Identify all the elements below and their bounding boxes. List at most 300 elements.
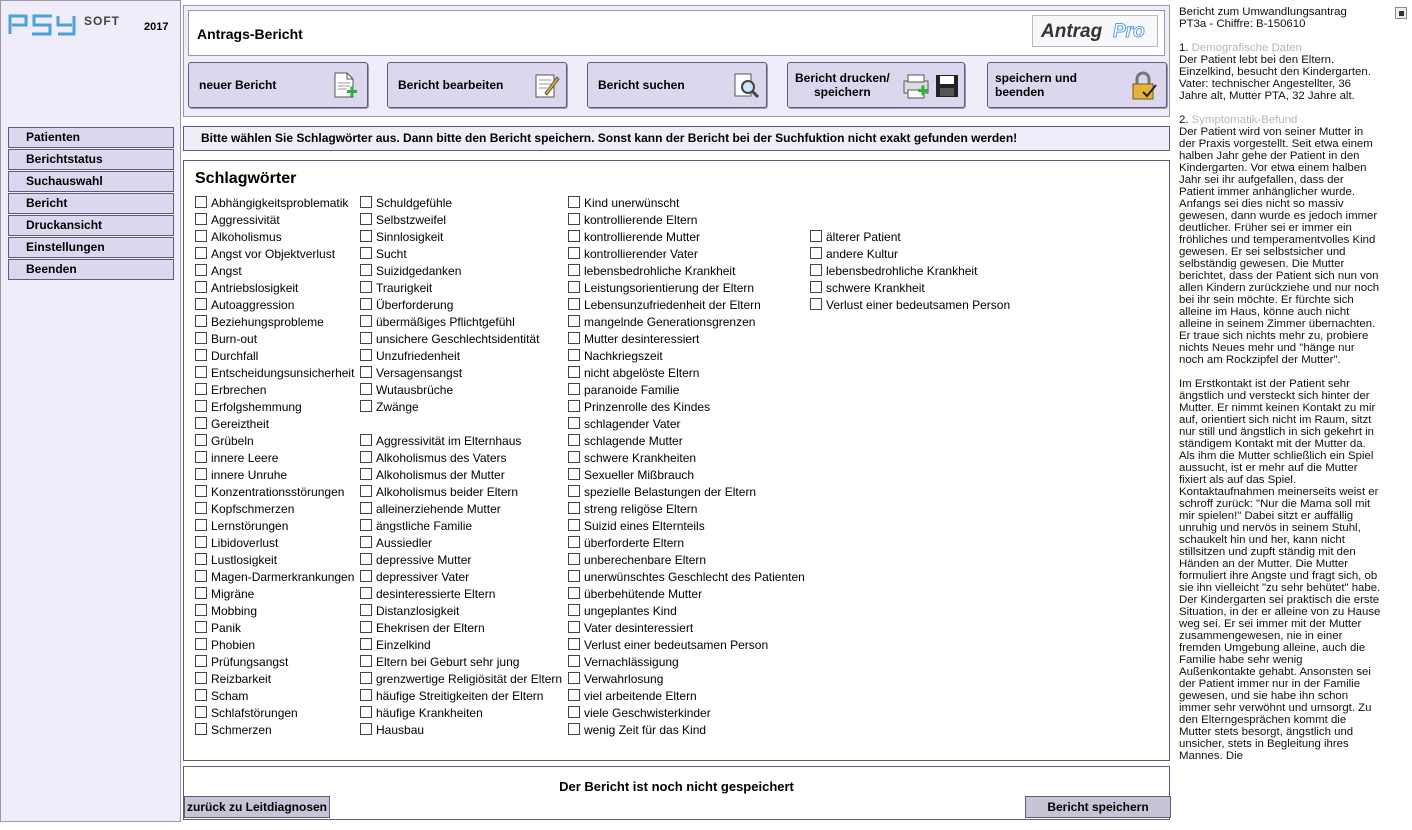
keyword-checkbox[interactable] [360, 552, 471, 569]
header-titlebox [188, 10, 1165, 56]
checkbox-icon[interactable] [568, 638, 580, 650]
keyword-checkbox[interactable] [568, 484, 756, 501]
checkbox-icon[interactable] [195, 519, 207, 531]
checkbox-icon[interactable] [360, 536, 372, 548]
checkbox-icon[interactable] [360, 451, 372, 463]
checkbox-icon[interactable] [360, 264, 372, 276]
keyword-label: Magen-Darmerkrankungen [211, 570, 355, 584]
checkbox-icon[interactable] [568, 553, 580, 565]
checkbox-icon[interactable] [195, 417, 207, 429]
sidebar-item-druckansicht[interactable]: Druckansicht [8, 215, 174, 236]
keyword-checkbox[interactable] [195, 501, 294, 518]
keyword-checkbox[interactable] [568, 280, 754, 297]
checkbox-icon[interactable] [360, 281, 372, 293]
keyword-checkbox[interactable] [195, 484, 344, 501]
page-title: Antrags-Bericht [197, 26, 303, 42]
checkbox-icon[interactable] [568, 366, 580, 378]
keyword-checkbox[interactable] [568, 654, 679, 671]
keyword-checkbox[interactable] [195, 331, 257, 348]
sidebar-item-suchauswahl[interactable]: Suchauswahl [8, 171, 174, 192]
keyword-checkbox[interactable] [568, 399, 710, 416]
keyword-checkbox[interactable] [810, 246, 898, 263]
keyword-checkbox[interactable] [360, 688, 543, 705]
keyword-checkbox[interactable] [195, 586, 254, 603]
checkbox-icon[interactable] [810, 230, 822, 242]
save-exit-button[interactable] [987, 62, 1167, 108]
keyword-checkbox[interactable] [568, 297, 761, 314]
checkbox-icon[interactable] [195, 638, 207, 650]
keyword-label: Suizidgedanken [376, 264, 462, 278]
keyword-checkbox[interactable] [360, 195, 452, 212]
keyword-checkbox[interactable] [360, 229, 443, 246]
keyword-checkbox[interactable] [360, 705, 483, 722]
keyword-checkbox[interactable] [360, 314, 515, 331]
keyword-label: Kind unerwünscht [584, 196, 680, 210]
keyword-checkbox[interactable] [568, 229, 700, 246]
checkbox-icon[interactable] [568, 400, 580, 412]
keyword-checkbox[interactable] [195, 212, 280, 229]
instruction-bar: Bitte wählen Sie Schlagwörter aus. Dann bitte den Bericht speichern. Sonst kann der Bericht bei der Suchfuktion nicht exakt gefunden werden! [183, 126, 1170, 151]
keyword-label: depressiver Vater [376, 570, 470, 584]
logo-antrag: Antrag [1041, 21, 1103, 42]
report-preview [1179, 6, 1381, 811]
keyword-checkbox[interactable] [195, 297, 294, 314]
keyword-checkbox[interactable] [360, 671, 562, 688]
keyword-checkbox[interactable] [360, 399, 419, 416]
keyword-checkbox[interactable] [195, 195, 348, 212]
checkbox-icon[interactable] [568, 570, 580, 582]
checkbox-icon[interactable] [195, 672, 207, 684]
checkbox-icon[interactable] [195, 451, 207, 463]
sidebar-item-bericht[interactable]: Bericht [8, 193, 174, 214]
keyword-checkbox[interactable] [195, 467, 287, 484]
checkbox-icon[interactable] [568, 536, 580, 548]
keyword-label: schlagende Mutter [584, 434, 683, 448]
checkbox-icon[interactable] [360, 570, 372, 582]
checkbox-icon[interactable] [360, 689, 372, 701]
keyword-label: streng religöse Eltern [584, 502, 698, 516]
checkbox-icon[interactable] [360, 485, 372, 497]
keyword-label: Schuldgefühle [376, 196, 453, 210]
edit-document-icon [531, 71, 563, 101]
checkbox-icon[interactable] [195, 247, 207, 259]
keyword-checkbox[interactable] [195, 365, 354, 382]
keyword-label: paranoide Familie [584, 383, 680, 397]
keyword-checkbox[interactable] [568, 705, 711, 722]
keyword-label: Versagensangst [376, 366, 463, 380]
keyword-label: Selbstzweifel [376, 213, 447, 227]
keyword-checkbox[interactable] [195, 535, 278, 552]
keyword-checkbox[interactable] [195, 705, 298, 722]
keyword-checkbox[interactable] [195, 348, 258, 365]
back-to-diagnoses-button[interactable]: zurück zu Leitdiagnosen [184, 796, 330, 818]
checkbox-icon[interactable] [195, 434, 207, 446]
keyword-checkbox[interactable] [360, 212, 446, 229]
checkbox-icon[interactable] [195, 570, 207, 582]
keyword-checkbox[interactable] [360, 722, 424, 739]
checkbox-icon[interactable] [195, 366, 207, 378]
keyword-label: innere Unruhe [211, 468, 288, 482]
checkbox-icon[interactable] [360, 672, 372, 684]
keyword-checkbox[interactable] [568, 569, 805, 586]
checkbox-icon[interactable] [568, 604, 580, 616]
keyword-checkbox[interactable] [568, 331, 699, 348]
keyword-label: Grübeln [211, 434, 254, 448]
keyword-label: häufige Krankheiten [376, 706, 483, 720]
checkbox-icon[interactable] [810, 264, 822, 276]
checkbox-icon[interactable] [568, 468, 580, 480]
keyword-label: Beziehungsprobleme [211, 315, 324, 329]
print-save-button[interactable] [787, 62, 965, 108]
keyword-label: Distanzlosigkeit [376, 604, 460, 618]
checkbox-icon[interactable] [195, 655, 207, 667]
keyword-label: unberechenbare Eltern [584, 553, 707, 567]
keyword-label: Aussiedler [376, 536, 433, 550]
keyword-label: nicht abgelöste Eltern [584, 366, 700, 380]
checkbox-icon[interactable] [810, 247, 822, 259]
keyword-label: Verwahrlosung [584, 672, 664, 686]
checkbox-icon[interactable] [360, 383, 372, 395]
checkbox-icon[interactable] [568, 434, 580, 446]
keyword-checkbox[interactable] [195, 637, 255, 654]
checkbox-icon[interactable] [568, 689, 580, 701]
checkbox-icon[interactable] [360, 502, 372, 514]
checkbox-icon[interactable] [195, 502, 207, 514]
keyword-checkbox[interactable] [195, 450, 278, 467]
checkbox-icon[interactable] [360, 468, 372, 480]
checkbox-icon[interactable] [195, 604, 207, 616]
keyword-label: grenzwertige Religiösität der Eltern [376, 672, 563, 686]
keyword-checkbox[interactable] [568, 195, 679, 212]
scroll-indicator[interactable] [1395, 7, 1407, 19]
keyword-checkbox[interactable] [568, 246, 698, 263]
save-report-button[interactable]: Bericht speichern [1025, 796, 1171, 818]
keyword-checkbox[interactable] [568, 552, 706, 569]
checkbox-icon[interactable] [568, 315, 580, 327]
checkbox-icon[interactable] [360, 604, 372, 616]
report-section2-text2: Im Erstkontakt ist der Patient sehr ängstlich und versteckt sich hinter der Mutter. Er nimmt keinen Kontakt zu mir auf, orientiert sich nicht im Raum, sitzt nur still und ängstlich in sich gekehrt in ständigem Kontakt mit der Mutter da. Als ihm die Mutter schließlich ein Spiel aussucht, ist er mehr auf die Mutter fixiert als auf das Spiel. Kontaktaufnahmen meinerseits weist er schroff zurück: "Nur die Mama soll mit mir spielen!" Dabei sitzt er auffällig unruhig und nervös in seinem Stuhl, schaukelt hin und her, kann nicht stillsitzen und zupft ständig mit den Händen an der Mutter. Die Mutter formuliert ihre Angste und fragt sich, ob sie ihn vielleicht "zu sehr behütet" habe. Der Kindergarten sei praktisch die erste Situation, in der er alleine von zu Hause weg sei. Er sei immer mit der Mutter zusammengewesen, nie in einer fremden Umgebung alleine, auch die Familie habe sehr wenig Außenkontakte gehabt. Ansonsten sei der Patient immer nur in der Familie gewesen, und sie habe ihn schon immer sehr verwöhnt und umsorgt. Zu den Elterngesprächen kommt die Mutter stets besorgt, ängstlich und unsicher, stets in Begleitung ihres Mannes. Die [1179, 378, 1381, 762]
keyword-label: kontrollierende Mutter [584, 230, 701, 244]
checkbox-icon[interactable] [195, 536, 207, 548]
checkbox-icon[interactable] [195, 213, 207, 225]
keyword-checkbox[interactable] [568, 586, 702, 603]
keyword-checkbox[interactable] [568, 535, 684, 552]
checkbox-icon[interactable] [360, 366, 372, 378]
keyword-checkbox[interactable] [360, 365, 462, 382]
keyword-label: Einzelkind [376, 638, 431, 652]
keyword-checkbox[interactable] [568, 365, 699, 382]
keyword-checkbox[interactable] [195, 433, 254, 450]
keyword-checkbox[interactable] [195, 569, 354, 586]
checkbox-icon[interactable] [568, 349, 580, 361]
keyword-checkbox[interactable] [360, 620, 485, 637]
keyword-label: Aggressivität im Elternhaus [376, 434, 522, 448]
keyword-checkbox[interactable] [195, 722, 272, 739]
keyword-checkbox[interactable] [195, 416, 269, 433]
keyword-label: Durchfall [211, 349, 259, 363]
checkbox-icon[interactable] [568, 196, 580, 208]
keyword-label: älterer Patient [826, 230, 901, 244]
checkbox-icon[interactable] [195, 468, 207, 480]
keyword-label: Schlafstörungen [211, 706, 298, 720]
checkbox-icon[interactable] [568, 298, 580, 310]
keyword-label: Suizid eines Elternteils [584, 519, 705, 533]
checkbox-icon[interactable] [360, 332, 372, 344]
checkbox-icon[interactable] [568, 621, 580, 633]
keyword-label: Antriebslosigkeit [211, 281, 299, 295]
keyword-checkbox[interactable] [360, 263, 461, 280]
keyword-checkbox[interactable] [360, 484, 518, 501]
keyword-label: überforderte Eltern [584, 536, 685, 550]
edit-report-label: Bericht bearbeiten [398, 78, 504, 92]
keyword-checkbox[interactable] [810, 263, 977, 280]
checkbox-icon[interactable] [568, 485, 580, 497]
keyword-label: kontrollierende Eltern [584, 213, 698, 227]
checkbox-icon[interactable] [360, 621, 372, 633]
checkbox-icon[interactable] [195, 553, 207, 565]
keyword-checkbox[interactable] [195, 263, 242, 280]
keyword-label: viel arbeitende Eltern [584, 689, 697, 703]
keyword-label: Konzentrationsstörungen [211, 485, 345, 499]
keyword-checkbox[interactable] [360, 467, 505, 484]
keyword-label: Überforderung [376, 298, 454, 312]
keyword-label: übermäßiges Pflichtgefühl [376, 315, 515, 329]
save-status-text: Der Bericht ist noch nicht gespeichert [559, 779, 794, 794]
keyword-label: innere Leere [211, 451, 279, 465]
keyword-checkbox[interactable] [360, 280, 432, 297]
keyword-label: Vater desinteressiert [584, 621, 694, 635]
checkbox-icon[interactable] [195, 349, 207, 361]
keyword-checkbox[interactable] [568, 603, 677, 620]
checkbox-icon[interactable] [360, 196, 372, 208]
keyword-checkbox[interactable] [195, 671, 271, 688]
checkbox-icon[interactable] [568, 281, 580, 293]
keyword-label: Verlust einer bedeutsamen Person [584, 638, 769, 652]
keyword-label: Panik [211, 621, 242, 635]
keyword-checkbox[interactable] [195, 688, 248, 705]
keyword-checkbox[interactable] [360, 586, 495, 603]
keyword-label: Eltern bei Geburt sehr jung [376, 655, 520, 669]
keyword-label: Hausbau [376, 723, 425, 737]
checkbox-icon[interactable] [360, 315, 372, 327]
keyword-checkbox[interactable] [810, 280, 925, 297]
keyword-label: schwere Krankheiten [584, 451, 697, 465]
checkbox-icon[interactable] [568, 247, 580, 259]
keyword-checkbox[interactable] [360, 297, 453, 314]
checkbox-icon[interactable] [195, 723, 207, 735]
keyword-label: Angst [211, 264, 242, 278]
keyword-checkbox[interactable] [568, 518, 705, 535]
keyword-checkbox[interactable] [195, 518, 288, 535]
keyword-checkbox[interactable] [568, 450, 696, 467]
keyword-label: Angst vor Objektverlust [211, 247, 336, 261]
keyword-label: Burn-out [211, 332, 258, 346]
keyword-checkbox[interactable] [360, 535, 432, 552]
checkbox-icon[interactable] [810, 298, 822, 310]
sidebar-item-beenden[interactable]: Beenden [8, 259, 174, 280]
search-document-icon [731, 71, 763, 101]
checkbox-icon[interactable] [195, 400, 207, 412]
keyword-checkbox[interactable] [360, 501, 501, 518]
checkbox-icon[interactable] [195, 264, 207, 276]
checkbox-icon[interactable] [568, 417, 580, 429]
keyword-checkbox[interactable] [568, 212, 697, 229]
keyword-checkbox[interactable] [568, 263, 735, 280]
keyword-checkbox[interactable] [360, 382, 453, 399]
checkbox-icon[interactable] [195, 689, 207, 701]
report-title-line1: Bericht zum Umwandlungsantrag [1179, 6, 1347, 18]
keyword-checkbox[interactable] [195, 246, 335, 263]
keyword-checkbox[interactable] [360, 603, 459, 620]
keyword-label: Verlust einer bedeutsamen Person [826, 298, 1011, 312]
checkbox-icon[interactable] [360, 638, 372, 650]
checkbox-icon[interactable] [195, 196, 207, 208]
keyword-checkbox[interactable] [360, 450, 507, 467]
keyword-checkbox[interactable] [568, 382, 679, 399]
keyword-label: Entscheidungsunsicherheit [211, 366, 355, 380]
keyword-checkbox[interactable] [195, 229, 282, 246]
keyword-checkbox[interactable] [360, 637, 431, 654]
checkbox-icon[interactable] [360, 400, 372, 412]
keyword-checkbox[interactable] [195, 603, 257, 620]
keyword-checkbox[interactable] [360, 331, 539, 348]
keyword-checkbox[interactable] [568, 314, 755, 331]
keyword-checkbox[interactable] [810, 229, 901, 246]
checkbox-icon[interactable] [810, 281, 822, 293]
keyword-checkbox[interactable] [195, 280, 298, 297]
report-title-line2: PT3a - Chiffre: B-150610 [1179, 18, 1306, 30]
keyword-checkbox[interactable] [360, 246, 407, 263]
keyword-label: Zwänge [376, 400, 419, 414]
keyword-label: häufige Streitigkeiten der Eltern [376, 689, 544, 703]
keyword-label: Scham [211, 689, 249, 703]
keyword-checkbox[interactable] [195, 382, 266, 399]
keyword-checkbox[interactable] [360, 654, 519, 671]
checkbox-icon[interactable] [360, 434, 372, 446]
checkbox-icon[interactable] [360, 519, 372, 531]
keyword-checkbox[interactable] [195, 399, 302, 416]
keyword-checkbox[interactable] [568, 467, 694, 484]
checkbox-icon[interactable] [568, 723, 580, 735]
keyword-checkbox[interactable] [568, 416, 681, 433]
logo-year: 2017 [144, 21, 169, 33]
checkbox-icon[interactable] [360, 247, 372, 259]
keyword-label: Alkoholismus [211, 230, 282, 244]
keyword-checkbox[interactable] [810, 297, 1010, 314]
logo-pro: Pro [1113, 21, 1145, 42]
checkbox-icon[interactable] [360, 587, 372, 599]
keyword-checkbox[interactable] [568, 620, 693, 637]
keyword-checkbox[interactable] [568, 348, 663, 365]
keyword-label: Phobien [211, 638, 256, 652]
checkbox-icon[interactable] [360, 706, 372, 718]
checkbox-icon[interactable] [568, 502, 580, 514]
checkbox-icon[interactable] [195, 298, 207, 310]
checkbox-icon[interactable] [568, 383, 580, 395]
checkbox-icon[interactable] [568, 519, 580, 531]
checkbox-icon[interactable] [568, 213, 580, 225]
checkbox-icon[interactable] [195, 587, 207, 599]
checkbox-icon[interactable] [568, 230, 580, 242]
checkbox-icon[interactable] [195, 315, 207, 327]
keyword-checkbox[interactable] [568, 722, 706, 739]
keyword-label: Sexueller Mißbrauch [584, 468, 695, 482]
checkbox-icon[interactable] [195, 383, 207, 395]
checkbox-icon[interactable] [195, 706, 207, 718]
keyword-checkbox[interactable] [360, 569, 469, 586]
checkbox-icon[interactable] [360, 553, 372, 565]
checkbox-icon[interactable] [568, 587, 580, 599]
checkbox-icon[interactable] [195, 281, 207, 293]
keyword-label: Abhängigkeitsproblematik [211, 196, 349, 210]
new-report-button[interactable] [188, 62, 368, 108]
checkbox-icon[interactable] [568, 332, 580, 344]
checkbox-icon[interactable] [195, 332, 207, 344]
keyword-checkbox[interactable] [360, 518, 472, 535]
checkbox-icon[interactable] [360, 213, 372, 225]
keyword-checkbox[interactable] [195, 552, 277, 569]
keyword-label: Schmerzen [211, 723, 272, 737]
keyword-label: unsichere Geschlechtsidentität [376, 332, 540, 346]
keyword-label: Leistungsorientierung der Eltern [584, 281, 755, 295]
keyword-checkbox[interactable] [568, 671, 663, 688]
checkbox-icon[interactable] [568, 264, 580, 276]
keyword-label: schlagender Vater [584, 417, 681, 431]
keyword-checkbox[interactable] [360, 433, 521, 450]
search-report-button[interactable] [587, 62, 767, 108]
keyword-label: Gereiztheit [211, 417, 270, 431]
keyword-checkbox[interactable] [195, 314, 324, 331]
checkbox-icon[interactable] [568, 706, 580, 718]
keyword-label: Migräne [211, 587, 255, 601]
keyword-label: Prinzenrolle des Kindes [584, 400, 711, 414]
keyword-checkbox[interactable] [360, 348, 460, 365]
keyword-label: Traurigkeit [376, 281, 433, 295]
save-exit-label: speichern und beenden [995, 71, 1078, 99]
checkbox-icon[interactable] [360, 349, 372, 361]
print-save-label: Bericht drucken/ speichern [795, 71, 890, 99]
logo-soft: SOFT [84, 14, 120, 28]
checkbox-icon[interactable] [195, 621, 207, 633]
keyword-checkbox[interactable] [195, 620, 241, 637]
sidebar-item-einstellungen[interactable]: Einstellungen [8, 237, 174, 258]
keyword-label: Prüfungsangst [211, 655, 289, 669]
keyword-label: andere Kultur [826, 247, 899, 261]
checkbox-icon[interactable] [360, 230, 372, 242]
keywords-title: Schlagwörter [195, 170, 297, 187]
checkbox-icon[interactable] [568, 451, 580, 463]
checkbox-icon[interactable] [195, 230, 207, 242]
sidebar-item-berichtstatus[interactable]: Berichtstatus [8, 149, 174, 170]
keyword-checkbox[interactable] [568, 688, 697, 705]
checkbox-icon[interactable] [360, 298, 372, 310]
checkbox-icon[interactable] [360, 723, 372, 735]
sidebar [0, 0, 181, 822]
keyword-checkbox[interactable] [195, 654, 288, 671]
new-report-label: neuer Bericht [199, 78, 277, 92]
keyword-checkbox[interactable] [568, 637, 768, 654]
checkbox-icon[interactable] [568, 672, 580, 684]
keyword-checkbox[interactable] [568, 501, 697, 518]
keyword-checkbox[interactable] [568, 433, 683, 450]
keyword-label: viele Geschwisterkinder [584, 706, 711, 720]
checkbox-icon[interactable] [568, 655, 580, 667]
edit-report-button[interactable] [387, 62, 567, 108]
sidebar-item-patienten[interactable]: Patienten [8, 127, 174, 148]
checkbox-icon[interactable] [195, 485, 207, 497]
report-section2-text: Der Patient wird von seiner Mutter in der Praxis vorgestellt. Seit etwa einem halben Jahr gehe der Patient in den Kindergarten. Vor etwa einem halben Jahr sei ihr aufgefallen, dass der Patient immer anhänglicher wurde. Anfangs sei dies nicht so massiv gewesen, dann wurde es jedoch immer deutlicher. Früher sei er immer ein fröhliches und temperamentvolles Kind gewesen. Er sei selbstsicher und selbständig gewesen. Die Mutter berichtet, dass der Patient sich nun von allen Kindern zurückziehe und nur noch bei ihr sein möchte. Er fürchte sich alleine im Haus, könne auch nicht alleine in seinem Zimmer übernachten. Er traue sich nichts mehr zu, probiere nichts Neues mehr und "hänge nur noch am Rockzipfel der Mutter". [1179, 126, 1380, 366]
checkbox-icon[interactable] [360, 655, 372, 667]
